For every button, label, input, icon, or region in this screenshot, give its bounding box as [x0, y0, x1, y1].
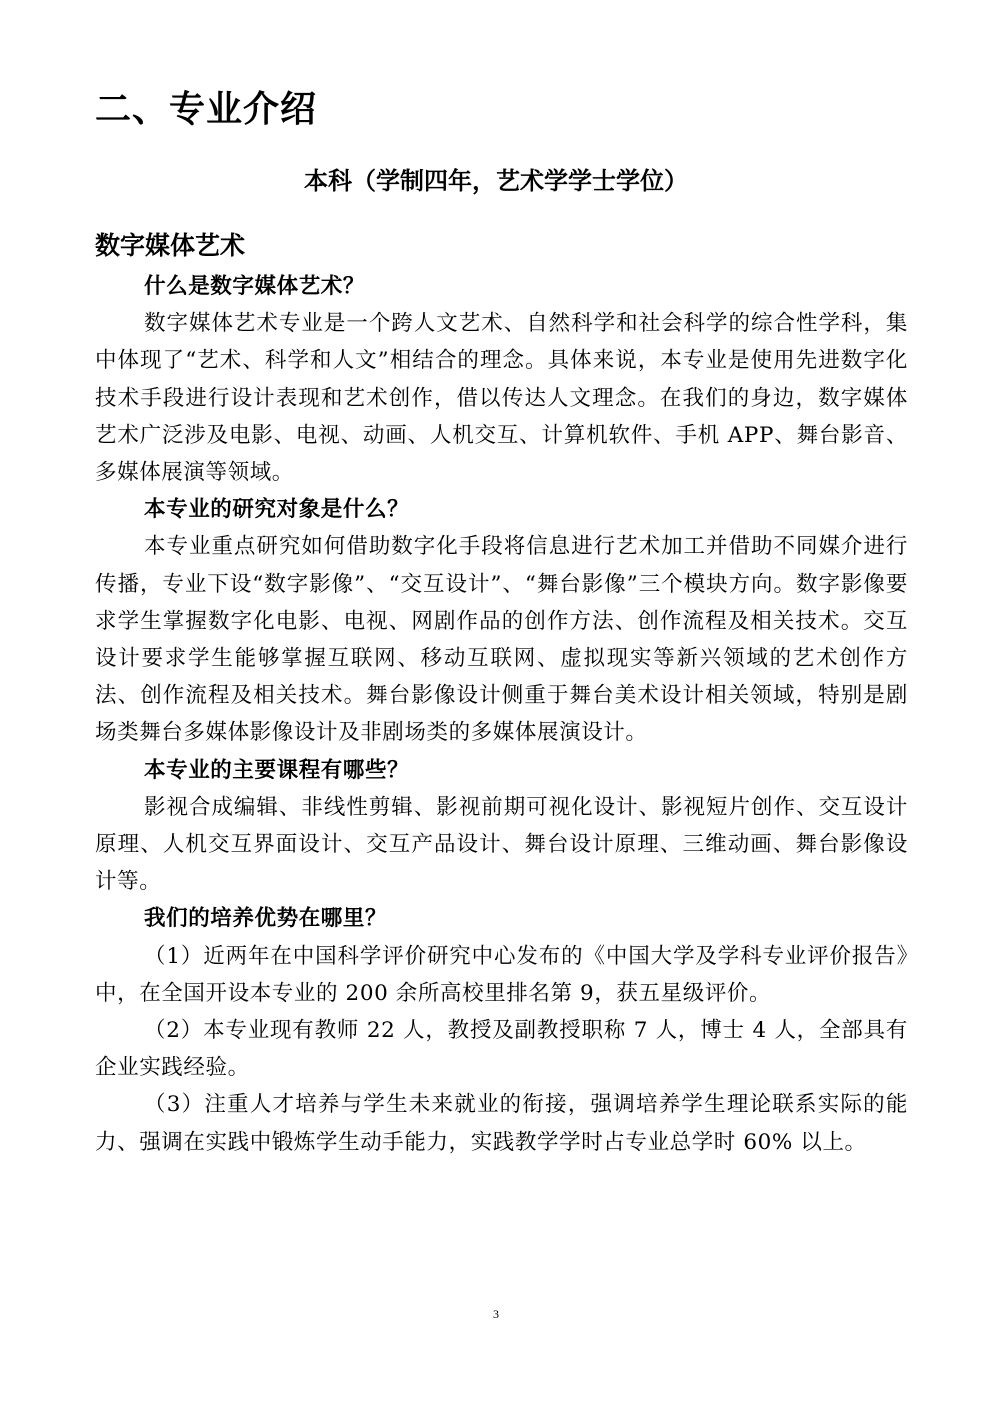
advantage-item: （3）注重人才培养与学生未来就业的衔接，强调培养学生理论联系实际的能力、强调在实践中锻炼学生动手能力，实践教学学时占专业总学时 60% 以上。 — [95, 1092, 908, 1155]
major-title: 数字媒体艺术 — [95, 231, 246, 260]
question-heading: 本专业的主要课程有哪些？ — [144, 757, 410, 783]
question-heading: 我们的培养优势在哪里？ — [144, 906, 388, 932]
advantage-item: （1）近两年在中国科学评价研究中心发布的《中国大学及学科专业评价报告》中，在全国开设本专业的 200 余所高校里排名第 9，获五星级评价。 — [95, 943, 908, 1006]
question-heading: 本专业的研究对象是什么？ — [144, 497, 410, 523]
section-heading: 二、专业介绍 — [95, 88, 318, 130]
page-number: 3 — [493, 1307, 499, 1321]
document-body — [95, 268, 908, 1161]
degree-subtitle: 本科（学制四年，艺术学学士学位） — [304, 166, 688, 195]
question-heading: 什么是数字媒体艺术？ — [144, 274, 366, 299]
body-paragraph: 影视合成编辑、非线性剪辑、影视前期可视化设计、影视短片创作、交互设计原理、人机交互界面设计、交互产品设计、舞台设计原理、三维动画、舞台影像设计等。 — [95, 794, 908, 895]
body-paragraph: 数字媒体艺术专业是一个跨人文艺术、自然科学和社会科学的综合性学科，集中体现了“艺术、科学和人文”相结合的理念。具体来说，本专业是使用先进数字化技术手段进行设计表现和艺术创作，借以传达人文理念。在我们的身边，数字媒体艺术广泛涉及电影、电视、动画、人机交互、计算机软件、手机 APP、舞台影音、多媒体展演等领域。 — [95, 311, 908, 486]
advantage-item: （2）本专业现有教师 22 人，教授及副教授职称 7 人，博士 4 人，全部具有企业实践经验。 — [95, 1018, 908, 1081]
body-paragraph: 本专业重点研究如何借助数字化手段将信息进行艺术加工并借助不同媒介进行传播，专业下设“数字影像”、“交互设计”、“舞台影像”三个模块方向。数字影像要求学生掌握数字化电影、电视、网剧作品的创作方法、创作流程及相关技术。交互设计要求学生能够掌握互联网、移动互联网、虚拟现实等新兴领域的艺术创作方法、创作流程及相关技术。舞台影像设计侧重于舞台美术设计相关领域，特别是剧场类舞台多媒体影像设计及非剧场类的多媒体展演设计。 — [95, 534, 908, 746]
